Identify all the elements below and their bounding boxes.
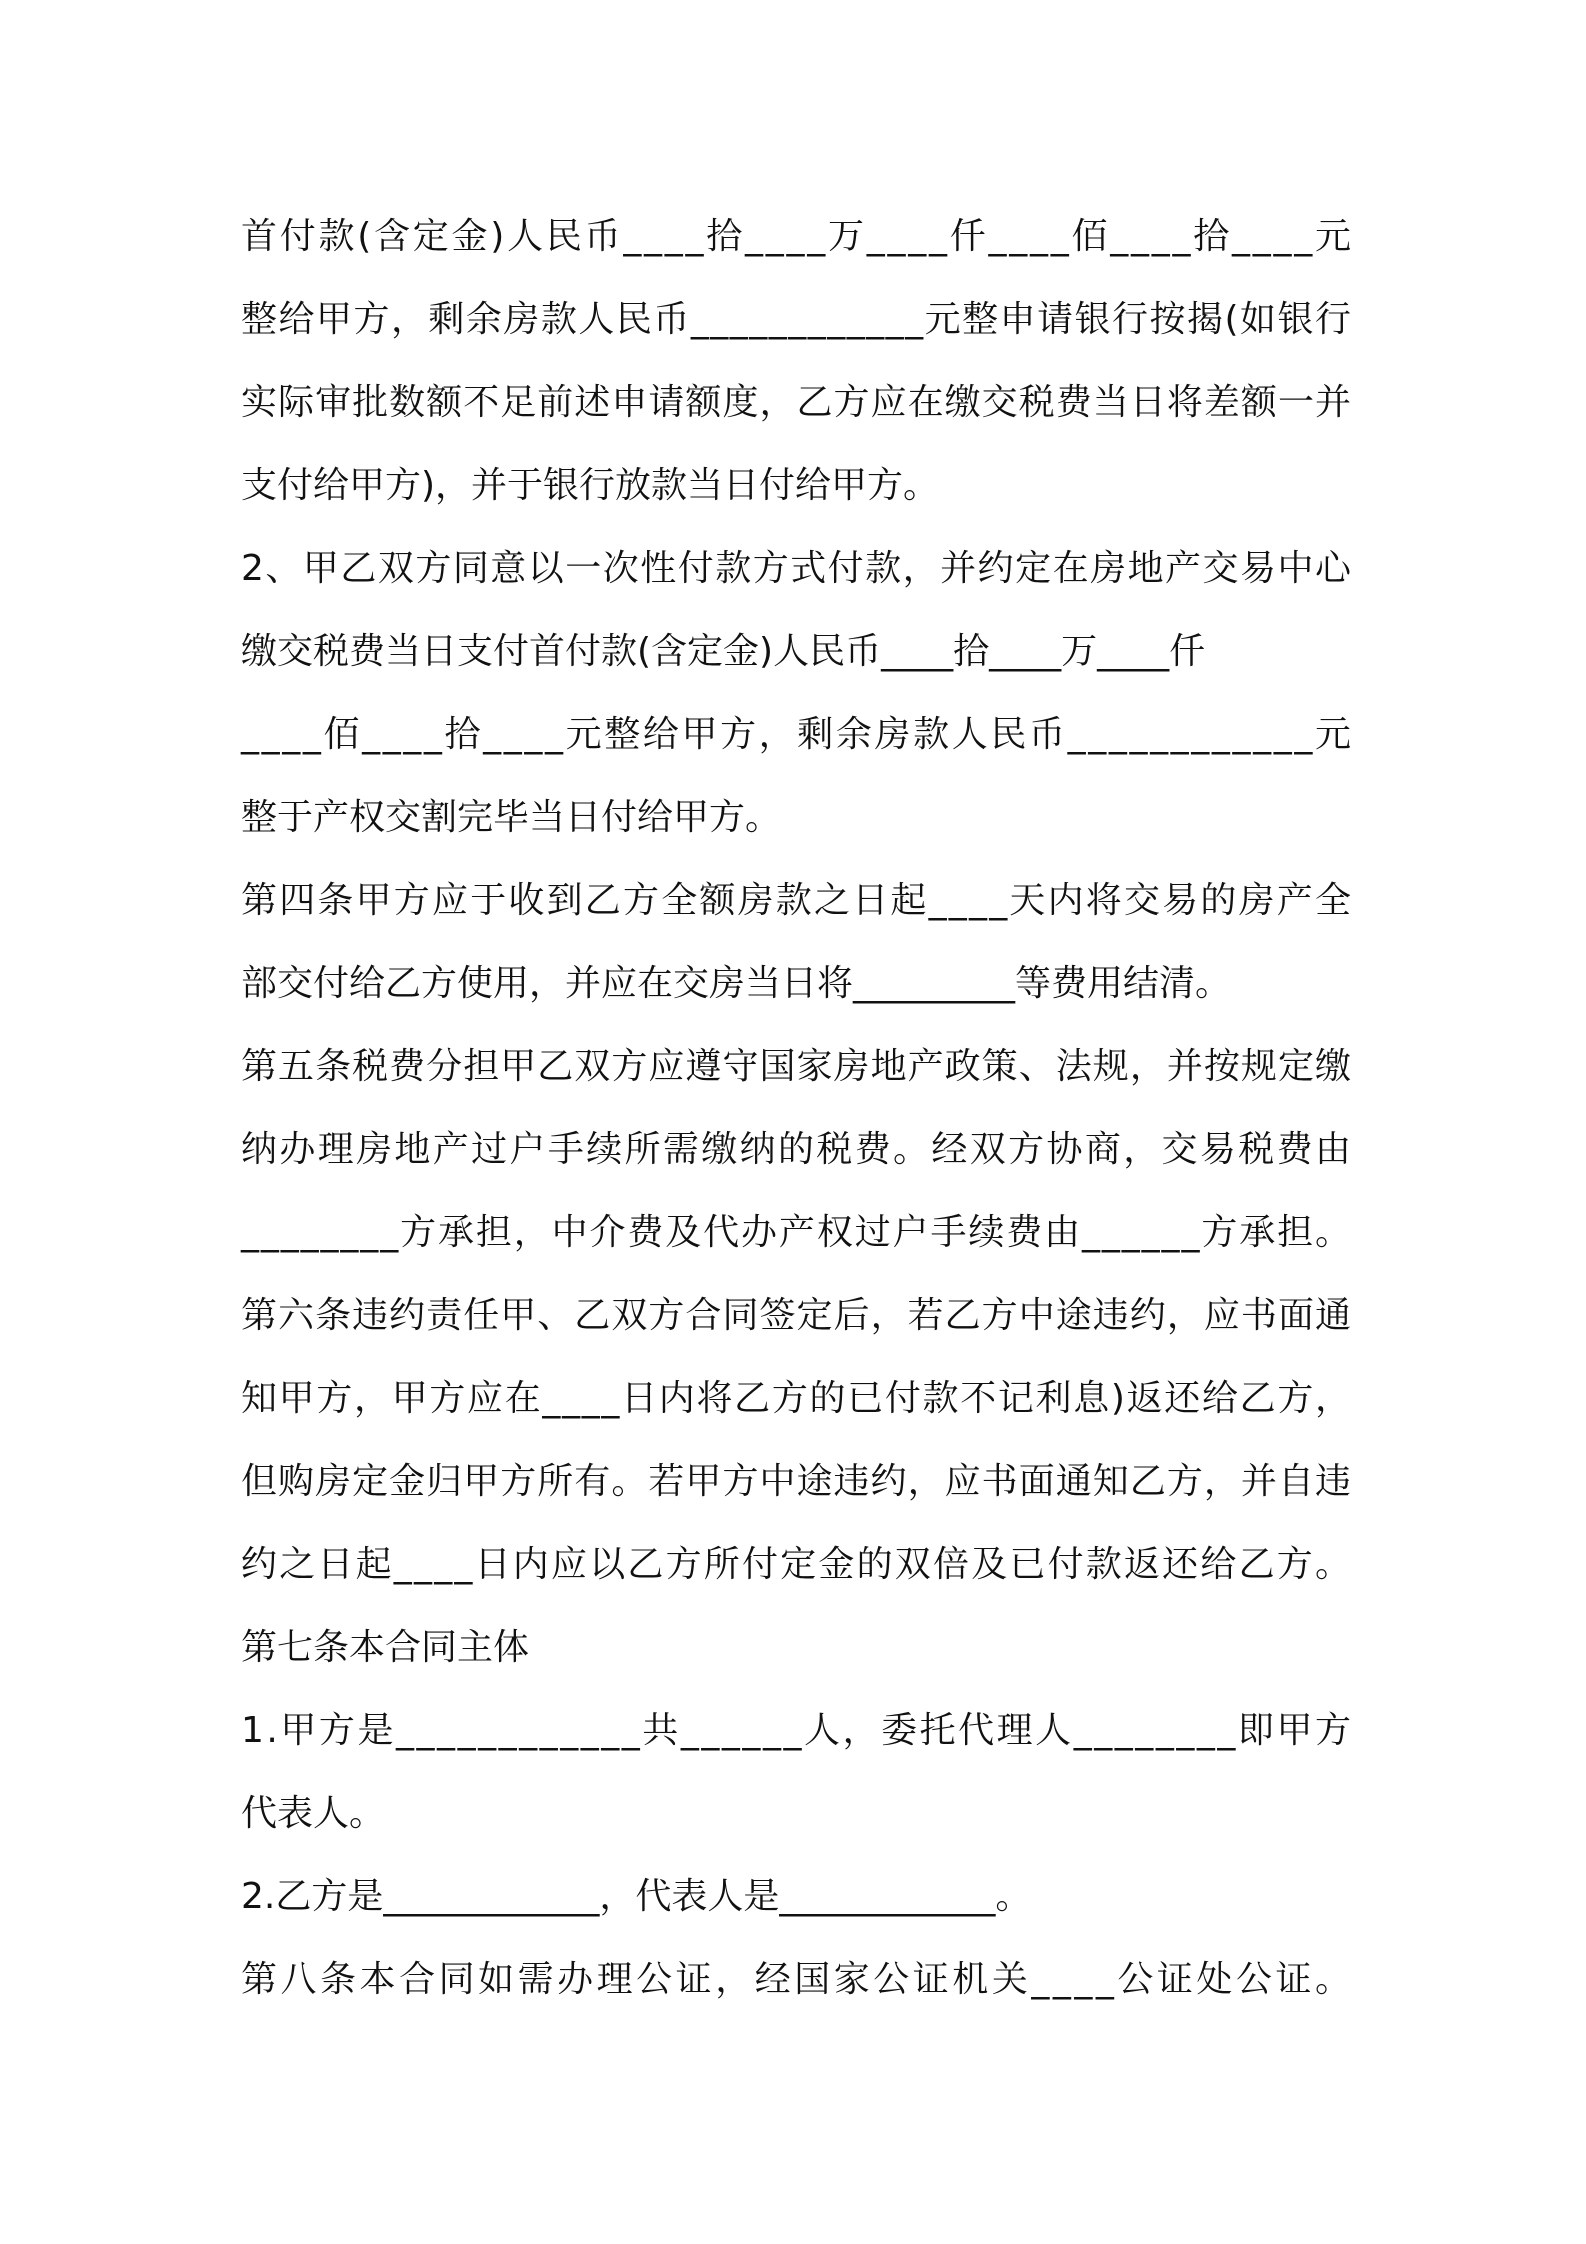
line-text: 部交付给乙方使用，并应在交房当日将_________等费用结清。 bbox=[241, 963, 1232, 1004]
text-line bbox=[241, 942, 1351, 1025]
line-text: ________方承担，中介费及代办产权过户手续费由______方承担。 bbox=[241, 1212, 1353, 1253]
text-line bbox=[241, 1606, 1351, 1689]
line-text: 约之日起____日内应以乙方所付定金的双倍及已付款返还给乙方。 bbox=[241, 1544, 1354, 1585]
line-text: 支付给甲方)，并于银行放款当日付给甲方。 bbox=[241, 465, 940, 506]
line-text: 2.乙方是____________，代表人是____________。 bbox=[241, 1876, 1032, 1917]
text-line bbox=[241, 1689, 1354, 1772]
text-line bbox=[241, 693, 1354, 776]
document-body bbox=[241, 195, 1355, 2021]
line-text: 第七条本合同主体 bbox=[241, 1627, 530, 1668]
text-line bbox=[241, 1108, 1354, 1191]
text-line bbox=[241, 1025, 1351, 1108]
text-line bbox=[241, 610, 1351, 693]
text-line bbox=[241, 1357, 1351, 1440]
text-line bbox=[241, 1855, 1351, 1938]
line-text: 缴交税费当日支付首付款(含定金)人民币____拾____万____仟 bbox=[241, 631, 1206, 672]
text-line bbox=[241, 361, 1351, 444]
line-text: 知甲方，甲方应在____日内将乙方的已付款不记利息)返还给乙方， bbox=[241, 1378, 1353, 1419]
text-line bbox=[241, 195, 1354, 278]
line-text: ____佰____拾____元整给甲方，剩余房款人民币____________元 bbox=[241, 714, 1354, 755]
text-line bbox=[241, 776, 1351, 859]
line-text: 整给甲方，剩余房款人民币____________元整申请银行按揭(如银行 bbox=[241, 299, 1353, 340]
line-text: 首付款(含定金)人民币____拾____万____仟____佰____拾____元 bbox=[241, 216, 1354, 257]
line-text: 整于产权交割完毕当日付给甲方。 bbox=[241, 797, 782, 838]
line-text: 2、甲乙双方同意以一次性付款方式付款，并约定在房地产交易中心 bbox=[241, 548, 1353, 589]
line-text: 代表人。 bbox=[241, 1793, 386, 1834]
line-text: 第八条本合同如需办理公证，经国家公证机关____公证处公证。 bbox=[241, 1959, 1355, 2000]
line-text: 第五条税费分担甲乙双方应遵守国家房地产政策、法规，并按规定缴 bbox=[241, 1046, 1353, 1087]
text-line bbox=[241, 444, 1351, 527]
text-line bbox=[241, 859, 1354, 942]
text-line bbox=[241, 1938, 1355, 2021]
text-line bbox=[241, 1523, 1354, 1606]
text-line bbox=[241, 527, 1351, 610]
text-line bbox=[241, 278, 1351, 361]
line-text: 实际审批数额不足前述申请额度，乙方应在缴交税费当日将差额一并 bbox=[241, 382, 1353, 423]
text-line bbox=[241, 1274, 1351, 1357]
text-line bbox=[241, 1191, 1351, 1274]
line-text: 纳办理房地产过户手续所需缴纳的税费。经双方协商，交易税费由 bbox=[241, 1129, 1354, 1170]
line-text: 1.甲方是____________共______人，委托代理人________即甲方 bbox=[241, 1710, 1354, 1751]
line-text: 第四条甲方应于收到乙方全额房款之日起____天内将交易的房产全 bbox=[241, 880, 1354, 921]
text-line bbox=[241, 1772, 1351, 1855]
line-text: 但购房定金归甲方所有。若甲方中途违约，应书面通知乙方，并自违 bbox=[241, 1461, 1353, 1502]
text-line bbox=[241, 1440, 1351, 1523]
line-text: 第六条违约责任甲、乙双方合同签定后，若乙方中途违约，应书面通 bbox=[241, 1295, 1353, 1336]
